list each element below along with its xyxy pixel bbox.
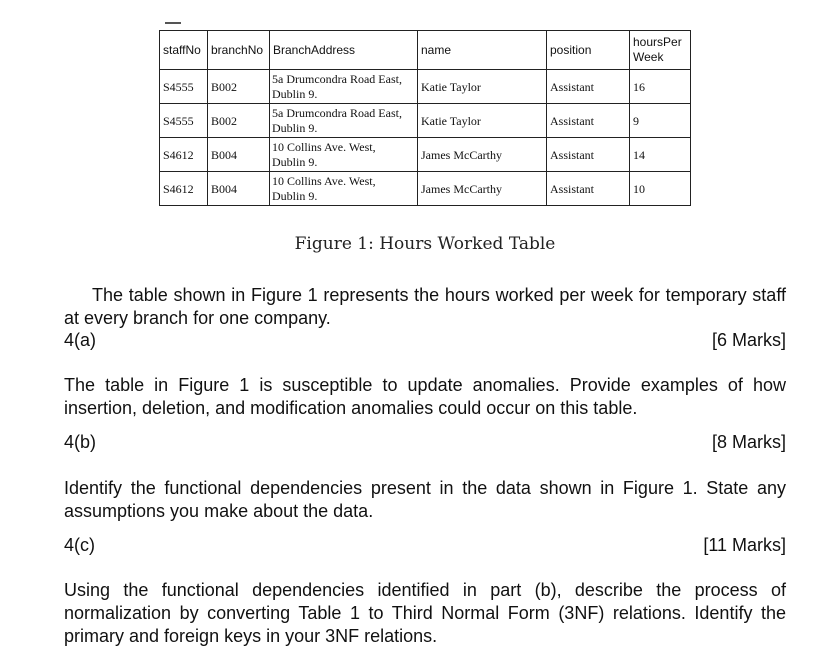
question-label: 4(a) bbox=[64, 330, 97, 350]
question-marks: [8 Marks] bbox=[711, 432, 786, 452]
cell-name: Katie Taylor bbox=[418, 104, 547, 138]
cell-branchno: B004 bbox=[208, 138, 270, 172]
cell-position: Assistant bbox=[547, 70, 630, 104]
table-row bbox=[160, 104, 691, 138]
cell-branchno: B004 bbox=[208, 172, 270, 206]
cell-branch-address bbox=[270, 138, 418, 172]
header-hours-per-week: hoursPer Week bbox=[630, 31, 691, 70]
question-label: 4(c) bbox=[64, 535, 95, 555]
question-4a-text: The table in Figure 1 is susceptible to update anomalies. Provide examples of how insertion, deletion, and modification anomalies could occur on this table. bbox=[64, 375, 786, 418]
cell-position: Assistant bbox=[547, 172, 630, 206]
header-staffno: staffNo bbox=[160, 31, 208, 70]
address-line-1: 10 Collins Ave. West, bbox=[272, 173, 376, 188]
question-label: 4(b) bbox=[64, 432, 97, 452]
address-line-2: Dublin 9. bbox=[272, 86, 318, 101]
cell-branchno: B002 bbox=[208, 104, 270, 138]
question-4b-text: Identify the functional dependencies present in the data shown in Figure 1. State any assumptions you make about the data. bbox=[64, 478, 786, 521]
cell-staffno: S4555 bbox=[160, 70, 208, 104]
cell-branch-address bbox=[270, 70, 418, 104]
question-marks: [6 Marks] bbox=[711, 330, 786, 350]
table-row bbox=[160, 138, 691, 172]
address-line-2: Dublin 9. bbox=[272, 154, 318, 169]
hours-worked-table bbox=[159, 30, 691, 206]
table-header-row bbox=[160, 31, 691, 70]
cell-hours: 10 bbox=[630, 172, 691, 206]
address-line-1: 10 Collins Ave. West, bbox=[272, 139, 376, 154]
cell-hours: 14 bbox=[630, 138, 691, 172]
question-4a-header bbox=[64, 329, 786, 352]
figure-caption: Figure 1: Hours Worked Table bbox=[294, 234, 556, 254]
intro-paragraph: The table shown in Figure 1 represents the hours worked per week for temporary staff at every branch for one company. bbox=[64, 285, 786, 328]
header-branchno: branchNo bbox=[208, 31, 270, 70]
address-line-2: Dublin 9. bbox=[272, 188, 318, 203]
top-rule-mark bbox=[165, 22, 181, 24]
cell-branchno: B002 bbox=[208, 70, 270, 104]
cell-staffno: S4612 bbox=[160, 172, 208, 206]
question-marks: [11 Marks] bbox=[703, 535, 786, 555]
question-4c-text: Using the functional dependencies identified in part (b), describe the process of normalization by converting Table 1 to Third Normal Form (3NF) relations. Identify the primary and foreign keys in your 3NF relations. bbox=[64, 580, 786, 646]
cell-position: Assistant bbox=[547, 104, 630, 138]
cell-branch-address bbox=[270, 172, 418, 206]
cell-branch-address bbox=[270, 104, 418, 138]
address-line-1: 5a Drumcondra Road East, bbox=[272, 105, 402, 120]
table-row bbox=[160, 172, 691, 206]
cell-hours: 9 bbox=[630, 104, 691, 138]
cell-hours: 16 bbox=[630, 70, 691, 104]
header-name: name bbox=[418, 31, 547, 70]
question-4c-header bbox=[64, 534, 786, 557]
address-line-1: 5a Drumcondra Road East, bbox=[272, 71, 402, 86]
cell-name: James McCarthy bbox=[418, 138, 547, 172]
table-row bbox=[160, 70, 691, 104]
question-4b-header bbox=[64, 431, 786, 454]
header-position: position bbox=[547, 31, 630, 70]
cell-staffno: S4555 bbox=[160, 104, 208, 138]
header-branchaddress: BranchAddress bbox=[270, 31, 418, 70]
address-line-2: Dublin 9. bbox=[272, 120, 318, 135]
cell-name: James McCarthy bbox=[418, 172, 547, 206]
cell-staffno: S4612 bbox=[160, 138, 208, 172]
cell-position: Assistant bbox=[547, 138, 630, 172]
cell-name: Katie Taylor bbox=[418, 70, 547, 104]
